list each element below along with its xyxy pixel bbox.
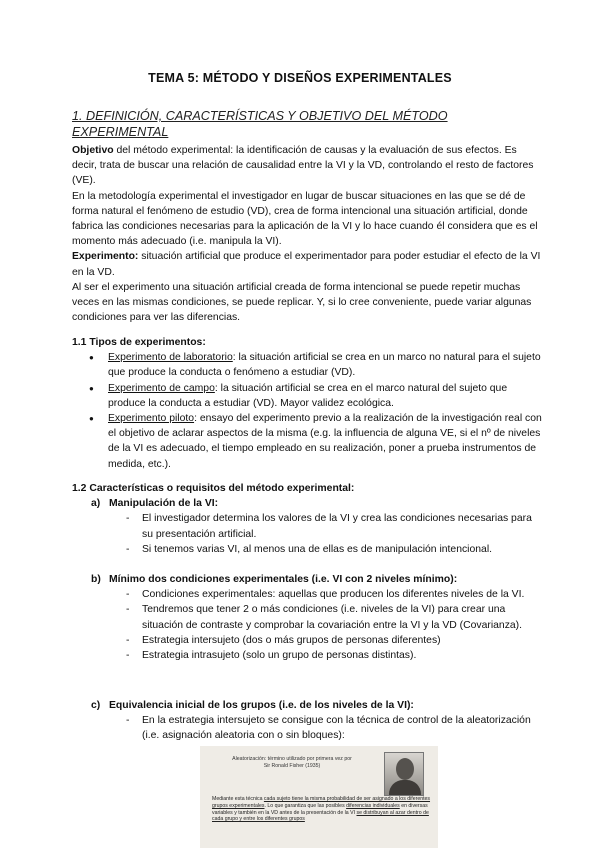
- experimento-text: situación artificial que produce el experimentador para poder estudiar el efecto de la VI en la VD.: [72, 251, 541, 278]
- figure-text-underlined: cada sujeto tiene la misma probabilidad de ser asignado a los diferentes grupos experimentales: [212, 796, 431, 809]
- experimento-label: Experimento:: [72, 251, 139, 263]
- requirement-b-heading: Mínimo dos condiciones experimentales (i.e. VI con 2 niveles mínimo):: [109, 574, 458, 585]
- figure-body-text: [212, 796, 434, 823]
- requirement-a-list: [72, 511, 542, 557]
- section-1-1-heading: 1.1 Tipos de experimentos:: [72, 337, 206, 348]
- figure-caption: [212, 756, 372, 770]
- list-item: - Si tenemos varias VI, al menos una de ellas es de manipulación intencional.: [72, 542, 542, 557]
- section-1-body: [72, 143, 542, 325]
- section-1-2-heading: 1.2 Características o requisitos del método experimental:: [72, 483, 355, 494]
- objetivo-label: Objetivo: [72, 145, 114, 156]
- requirement-a-label: a): [91, 498, 101, 510]
- experiment-type-term: Experimento piloto: [108, 413, 195, 425]
- list-item: [72, 350, 542, 380]
- requirement-c-heading: Equivalencia inicial de los grupos (i.e. de los niveles de la VI):: [109, 700, 414, 711]
- figure-caption-line-2: Sir Ronald Fisher (1935): [263, 763, 321, 769]
- fisher-portrait: [384, 752, 424, 796]
- experiment-type-term: Experimento de laboratorio: [108, 352, 233, 364]
- requirement-c-label: c): [91, 700, 101, 711]
- list-item: - El investigador determina los valores de la VI y crea las condiciones necesarias para su presentación artificial.: [72, 511, 542, 541]
- requirement-c-list: [72, 713, 542, 743]
- list-item: - Tendremos que tener 2 o más condiciones (i.e. niveles de la VI) para crear una situación de contraste y comprobar la covariación entre la VI y la VD (Covarianza).: [72, 602, 542, 632]
- experiment-type-text: : la situación artificial se crea en el marco natural del sujeto que produce la conducta a estudiar (VD). Mayor validez ecológica.: [108, 382, 508, 409]
- experiment-type-text: : ensayo del experimento previo a la realización de la investigación real con el objetivo de aclarar aspectos de la misma (e.g. la influencia de alguna VE, si el nº de niveles de la VI es adecuado, el tiempo empleado en su realización, poner a prueba instrumentos de medida, etc.).: [108, 413, 542, 470]
- methodology-paragraph: En la metodología experimental el investigador en lugar de buscar situaciones en las que se dé de forma natural el fenómeno de estudio (VD), crea de forma intencional una situación artificial, donde fabrica las condiciones necesarias para la aplicación de la VI y lo hace cuando él considera que es el momento más adecuado (i.e. manipula la VI).: [72, 190, 538, 248]
- experiment-types-list: [72, 350, 542, 472]
- requirement-b-list: [72, 587, 542, 663]
- section-1-heading: 1. DEFINICIÓN, CARACTERÍSTICAS Y OBJETIVO DEL MÉTODO EXPERIMENTAL: [72, 109, 448, 139]
- portrait-body: [389, 780, 421, 796]
- list-item: - Estrategia intrasujeto (solo un grupo de personas distintas).: [72, 648, 542, 663]
- section-1-2-b: [72, 572, 542, 663]
- figure-text-part: . Lo que garantiza que las posibles: [264, 802, 347, 809]
- figure-text-underlined: se distribuyan al azar dentro de cada grupo y entre los diferentes grupos: [212, 809, 429, 823]
- requirement-a-heading: Manipulación de la VI:: [109, 498, 219, 510]
- randomization-figure: [200, 746, 438, 848]
- figure-text-part: en diversas variables y también en la VD antes de la presentación de la VI: [212, 802, 428, 816]
- section-1-2: [72, 481, 542, 557]
- experimento-paragraph: [72, 249, 542, 279]
- requirement-c: [72, 698, 542, 744]
- list-item: [72, 381, 542, 411]
- figure-text-underlined: diferencias individuales: [346, 802, 400, 809]
- page-title: TEMA 5: MÉTODO Y DISEÑOS EXPERIMENTALES: [148, 71, 452, 85]
- section-1-1: [72, 335, 542, 472]
- replication-paragraph: Al ser el experimento una situación artificial creada de forma intencional se puede repetir muchas veces en las mismas condiciones, se puede replicar. Y, si lo cree conveniente, puede variar algunas condiciones para ver las diferencias.: [72, 281, 532, 324]
- requirement-b: [72, 572, 542, 663]
- portrait-head: [396, 758, 414, 780]
- objetivo-text: del método experimental: la identificación de causas y la evaluación de sus efectos. Es decir, trata de buscar una relación de causalidad entre la VI y la VD, controlando el resto de factores (VE).: [72, 145, 534, 187]
- requirement-a: [72, 496, 542, 557]
- section-1-2-c: [72, 698, 542, 744]
- list-item: - Estrategia intersujeto (dos o más grupos de personas diferentes): [72, 633, 542, 648]
- figure-caption-line-1: Aleatorización: término utilizado por primera vez por: [232, 756, 352, 762]
- experiment-type-term: Experimento de campo: [108, 382, 215, 394]
- experiment-type-text: : la situación artificial se crea en un marco no natural para el sujeto que produce la conducta o fenómeno a estudiar (VD).: [108, 352, 541, 379]
- list-item: - Condiciones experimentales: aquellas que producen los diferentes niveles de la VI.: [72, 587, 542, 602]
- objetivo-paragraph: [72, 143, 542, 189]
- requirement-b-label: b): [91, 574, 101, 585]
- figure-text-part: Mediante esta técnica: [212, 796, 264, 802]
- list-item: [72, 411, 542, 472]
- list-item: - En la estrategia intersujeto se consigue con la técnica de control de la aleatorización (i.e. asignación aleatoria con o sin bloques):: [72, 713, 542, 743]
